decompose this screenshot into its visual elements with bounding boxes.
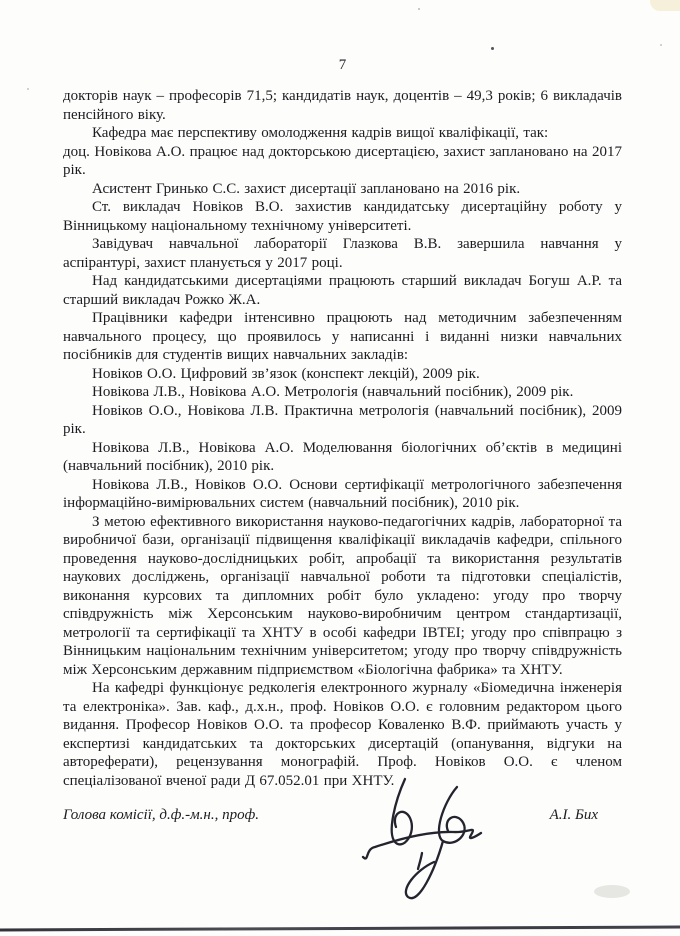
signoff-role: Голова комісії, д.ф.-м.н., проф. xyxy=(63,807,260,823)
paragraph: докторів наук – професорів 71,5; кандидатів наук, доцентів – 49,3 років; 6 викладачів пенсійного віку. xyxy=(63,88,622,123)
scan-page-edge xyxy=(0,925,680,931)
paragraph: Новікова Л.В., Новікова А.О. Моделювання біологічних об’єктів в медицині (навчальний посібник), 2010 рік. xyxy=(63,439,622,474)
paragraph: Ст. викладач Новіков В.О. захистив кандидатську дисертаційну роботу у Вінницькому національному технічному університеті. xyxy=(63,199,622,234)
signature-block xyxy=(63,807,622,824)
paragraph: Завідувач навчальної лабораторії Глазкова В.В. завершила навчання у аспірантурі, захист планується у 2017 році. xyxy=(63,236,622,271)
paragraph: Новікова Л.В., Новікова А.О. Метрологія (навчальний посібник), 2009 рік. xyxy=(92,384,574,400)
paragraph: Працівники кафедри інтенсивно працюють над методичним забезпеченням навчального процесу, що проявилось у написанні і виданні низки навчальних посібників для студентів вищих навчальних закладів: xyxy=(63,310,622,363)
paragraph: Кафедра має перспективу омолодження кадрів вищої кваліфікації, так: xyxy=(92,125,549,141)
scan-speck xyxy=(27,88,29,90)
scan-speck xyxy=(660,44,662,46)
paragraph: Новіков О.О. Цифровий зв’язок (конспект лекцій), 2009 рік. xyxy=(92,365,480,382)
page-number: 7 xyxy=(338,57,347,73)
scan-smudge xyxy=(594,885,630,898)
paragraph: На кафедрі функціонує редколегія електронного журналу «Біомедична інженерія та електроніка». Зав. каф., д.х.н., проф. Новіков О.О. є головним редактором цього видання. Професор Новіков О.О. та професор Коваленко В.Ф. приймають участь у експертизі кандидатських та докторських дисертацій (опанування, відгуки на автореферати), рецензування монографій. Проф. Новіков О.О. є членом спеціалізованої вченої ради Д 67.052.01 при ХНТУ. xyxy=(63,680,622,789)
paragraph: доц. Новікова А.О. працює над докторською дисертацією, захист заплановано на 2017 рік. xyxy=(63,143,622,178)
paragraph: Над кандидатськими дисертаціями працюють старший викладач Богуш А.Р. та старший викладач Рожко Ж.А. xyxy=(63,273,622,308)
page-content xyxy=(63,57,622,824)
scan-speck xyxy=(418,8,420,10)
scan-speck xyxy=(491,47,494,50)
signoff-name: А.І. Бих xyxy=(549,807,598,823)
paragraph: Асистент Гринько С.С. захист дисертації заплановано на 2016 рік. xyxy=(92,180,521,197)
paragraph: Новікова Л.В., Новіков О.О. Основи сертифікації метрологічного забезпечення інформаційно-вимірювальних систем (навчальний посібник), 2010 рік. xyxy=(63,476,622,511)
scan-corner-tint xyxy=(650,0,680,11)
paragraph: З метою ефективного використання науково-педагогічних кадрів, лабораторної та виробничої бази, організації підвищення кваліфікації викладачів кафедри, спільного проведення науково-дослідницьких робіт, апробації та використання результатів наукових досліджень, організації навчальної роботи та підготовки спеціалістів, виконання курсових та дипломних робіт було укладено: угоду про творчу співдружність між Херсонським науково-виробничим центром стандартизації, метрології та сертифікації та ХНТУ в особі кафедри ІВТЕІ; угоду про співпрацю з Вінницьким національним технічним університетом; угоду про творчу співдружність між Херсонським державним підприємством «Біологічна фабрика» та ХНТУ. xyxy=(63,513,622,678)
paragraph: Новіков О.О., Новікова Л.В. Практична метрологія (навчальний посібник), 2009 рік. xyxy=(63,402,622,437)
handwritten-signature-icon xyxy=(359,771,499,921)
